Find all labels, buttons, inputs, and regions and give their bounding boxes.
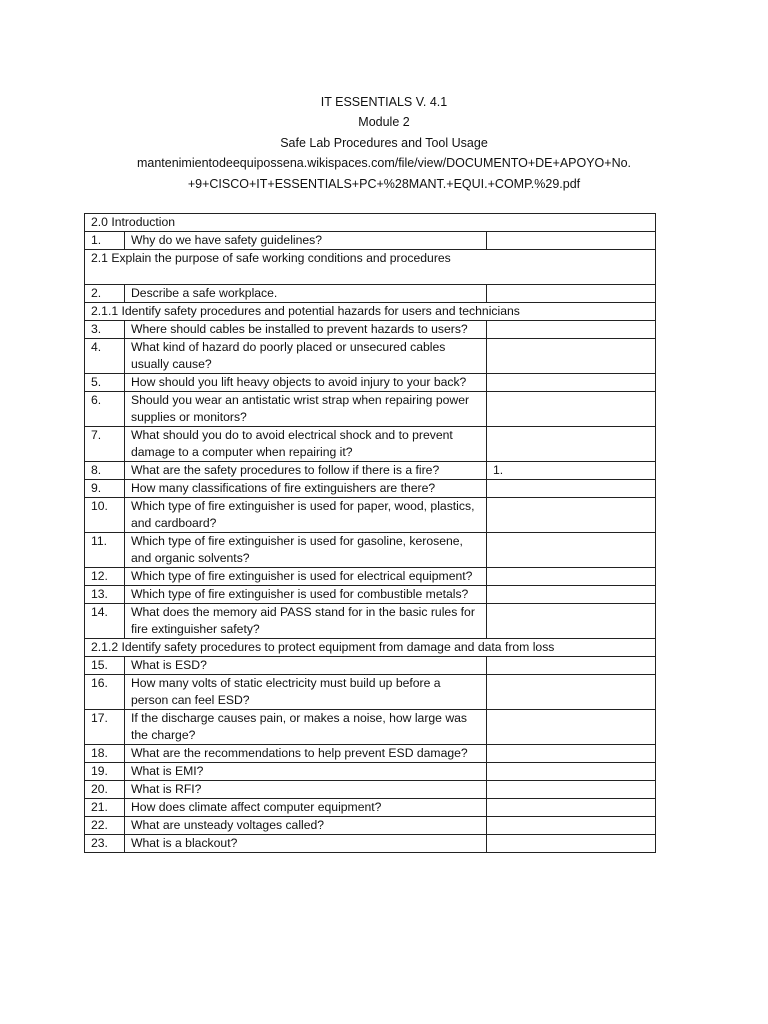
section-heading: 2.1 Explain the purpose of safe working conditions and procedures [85,250,656,285]
question-text: What is RFI? [125,781,487,799]
table-row [85,321,656,339]
question-text: What is a blackout? [125,835,487,853]
question-text: What should you do to avoid electrical shock and to prevent damage to a computer when repairing it? [125,427,487,462]
table-row [85,480,656,498]
answer-cell[interactable] [487,745,656,763]
table-row [85,339,656,374]
table-row [85,392,656,427]
question-number: 5. [85,374,125,392]
question-number: 20. [85,781,125,799]
answer-cell[interactable] [487,427,656,462]
answer-cell[interactable] [487,763,656,781]
table-row [85,498,656,533]
answer-cell[interactable] [487,374,656,392]
answer-cell[interactable] [487,586,656,604]
question-text: Which type of fire extinguisher is used for gasoline, kerosene, and organic solvents? [125,533,487,568]
section-heading: 2.1.1 Identify safety procedures and potential hazards for users and technicians [85,303,656,321]
section-row [85,214,656,232]
table-row [85,781,656,799]
section-heading: 2.1.2 Identify safety procedures to protect equipment from damage and data from loss [85,639,656,657]
answer-cell[interactable] [487,533,656,568]
question-text: How should you lift heavy objects to avoid injury to your back? [125,374,487,392]
question-text: How many volts of static electricity must build up before a person can feel ESD? [125,675,487,710]
question-text: Why do we have safety guidelines? [125,232,487,250]
question-number: 19. [85,763,125,781]
question-number: 1. [85,232,125,250]
answer-cell[interactable] [487,568,656,586]
table-row [85,835,656,853]
table-row [85,232,656,250]
question-text: Where should cables be installed to prevent hazards to users? [125,321,487,339]
section-row [85,250,656,285]
source-url-line-1: mantenimientodeequipossena.wikispaces.com/file/view/DOCUMENTO+DE+APOYO+No. [136,156,632,171]
answer-cell[interactable] [487,232,656,250]
answer-cell[interactable]: 1. [487,462,656,480]
question-text: Which type of fire extinguisher is used for paper, wood, plastics, and cardboard? [125,498,487,533]
answer-cell[interactable] [487,817,656,835]
source-url-line-2: +9+CISCO+IT+ESSENTIALS+PC+%28MANT.+EQUI.+COMP.%29.pdf [187,176,581,191]
question-text: What is EMI? [125,763,487,781]
document-title: IT ESSENTIALS V. 4.1 [320,95,448,109]
question-text: What are the recommendations to help prevent ESD damage? [125,745,487,763]
answer-cell[interactable] [487,285,656,303]
table-row [85,799,656,817]
question-text: Describe a safe workplace. [125,285,487,303]
question-text: What are the safety procedures to follow if there is a fire? [125,462,487,480]
question-text: If the discharge causes pain, or makes a noise, how large was the charge? [125,710,487,745]
question-text: What are unsteady voltages called? [125,817,487,835]
question-number: 18. [85,745,125,763]
question-number: 11. [85,533,125,568]
answer-cell[interactable] [487,604,656,639]
question-number: 13. [85,586,125,604]
question-number: 3. [85,321,125,339]
answer-cell[interactable] [487,339,656,374]
question-number: 22. [85,817,125,835]
table-row [85,285,656,303]
table-row [85,763,656,781]
table-row [85,817,656,835]
question-text: How many classifications of fire extinguishers are there? [125,480,487,498]
table-row [85,745,656,763]
table-row [85,462,656,480]
question-number: 16. [85,675,125,710]
document-header [0,92,768,194]
answer-cell[interactable] [487,799,656,817]
table-row [85,586,656,604]
answer-cell[interactable] [487,498,656,533]
question-text: Which type of fire extinguisher is used for electrical equipment? [125,568,487,586]
answer-cell[interactable] [487,710,656,745]
table-row [85,568,656,586]
document-subtitle: Safe Lab Procedures and Tool Usage [280,135,488,150]
answer-cell[interactable] [487,657,656,675]
question-text: How does climate affect computer equipment? [125,799,487,817]
answer-cell[interactable] [487,675,656,710]
question-text: What does the memory aid PASS stand for in the basic rules for fire extinguisher safety? [125,604,487,639]
question-number: 4. [85,339,125,374]
question-number: 23. [85,835,125,853]
question-number: 21. [85,799,125,817]
question-text: What kind of hazard do poorly placed or unsecured cables usually cause? [125,339,487,374]
section-heading: 2.0 Introduction [85,214,656,232]
question-text: Should you wear an antistatic wrist strap when repairing power supplies or monitors? [125,392,487,427]
question-number: 6. [85,392,125,427]
table-row [85,374,656,392]
question-number: 14. [85,604,125,639]
table-row [85,533,656,568]
question-number: 7. [85,427,125,462]
table-row [85,657,656,675]
question-number: 15. [85,657,125,675]
section-row [85,639,656,657]
questions-table [84,213,656,853]
answer-cell[interactable] [487,321,656,339]
module-label: Module 2 [358,115,410,130]
answer-cell[interactable] [487,835,656,853]
answer-cell[interactable] [487,781,656,799]
question-number: 8. [85,462,125,480]
answer-cell[interactable] [487,392,656,427]
question-number: 17. [85,710,125,745]
table-row [85,427,656,462]
answer-cell[interactable] [487,480,656,498]
question-number: 2. [85,285,125,303]
question-text: What is ESD? [125,657,487,675]
question-number: 12. [85,568,125,586]
question-number: 9. [85,480,125,498]
question-text: Which type of fire extinguisher is used for combustible metals? [125,586,487,604]
table-row [85,710,656,745]
section-row [85,303,656,321]
table-row [85,675,656,710]
question-number: 10. [85,498,125,533]
table-row [85,604,656,639]
